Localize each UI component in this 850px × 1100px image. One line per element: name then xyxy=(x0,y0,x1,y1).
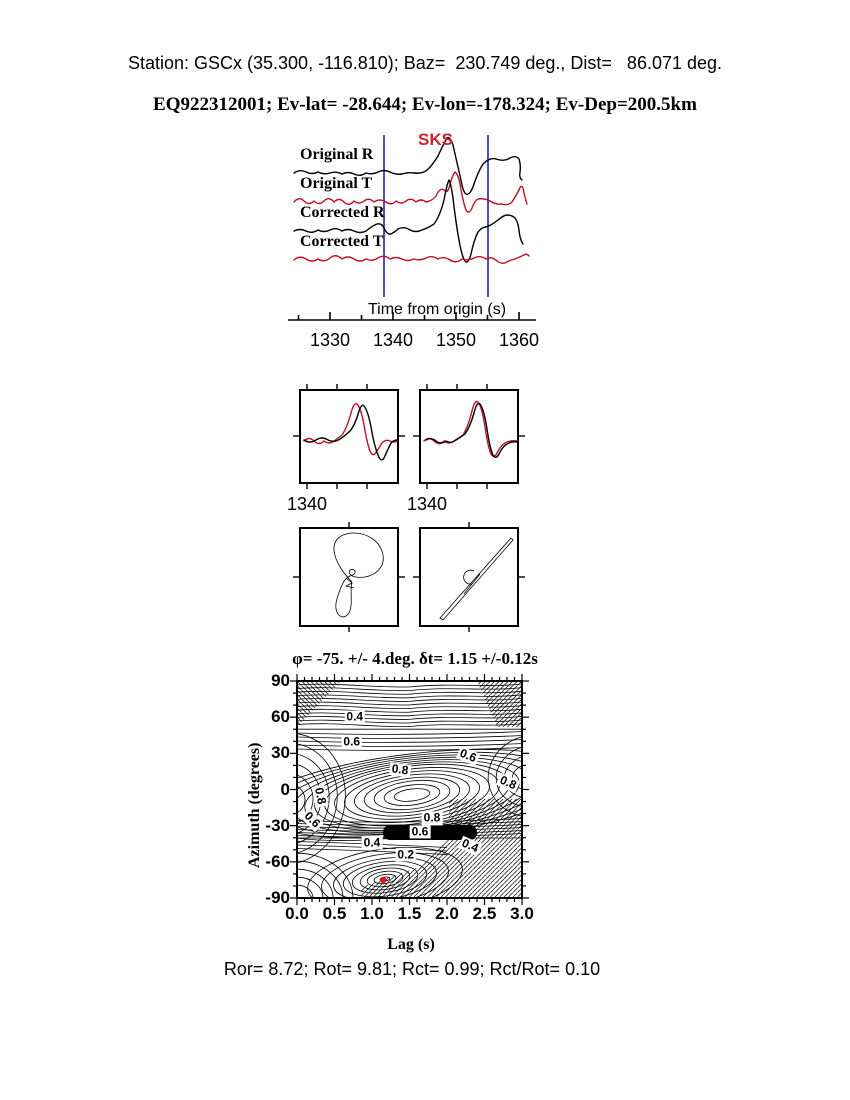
contour-level-label: 0.2 xyxy=(397,847,415,861)
lag-tick-label: 1.0 xyxy=(360,904,384,923)
contour-level-label: 0.4 xyxy=(460,835,481,856)
corrected-T-label: Corrected T xyxy=(300,233,384,250)
contour-level-label: 0.4 xyxy=(363,834,381,849)
zoom-left-fast-trace xyxy=(304,404,397,455)
lag-tick-label: 2.5 xyxy=(472,904,497,923)
lag-tick-label: 2.0 xyxy=(435,904,459,923)
azimuth-tick-label: 0 xyxy=(280,779,290,799)
zoom-panel-tick-label: 1340 xyxy=(406,494,448,514)
time-axis-label: Time from origin (s) xyxy=(367,301,507,318)
lag-tick-label: 3.0 xyxy=(510,904,534,923)
time-tick-label: 1360 xyxy=(498,330,540,350)
event-title: EQ922312001; Ev-lat= -28.644; Ev-lon=-178.324; Ev-Dep=200.5km xyxy=(153,94,697,115)
contour-level-label: 0.6 xyxy=(343,734,361,749)
contour-level-label: 0.8 xyxy=(389,762,411,778)
azimuth-tick-label: -90 xyxy=(265,888,290,907)
stats-line: Ror= 8.72; Rot= 9.81; Rct= 0.99; Rct/Rot= 0.10 xyxy=(223,959,601,979)
pm-elliptical-motion xyxy=(334,533,383,617)
contour-title: φ= -75. +/- 4.deg. δt= 1.15 +/-0.12s xyxy=(292,649,538,668)
pm-linear-motion xyxy=(440,538,513,620)
contour-ylabel: Azimuth (degrees) xyxy=(246,742,263,868)
corrected-T-trace xyxy=(294,254,529,263)
contour-level-label: 0.6 xyxy=(457,745,479,765)
time-tick-label: 1330 xyxy=(309,330,351,350)
station-title: Station: GSCx (35.300, -116.810); Baz= 230.749 deg., Dist= 86.071 deg. xyxy=(127,53,723,73)
contour-level-label: 0.8 xyxy=(312,785,330,806)
sks-phase-label: SKS xyxy=(418,130,453,149)
time-tick-label: 1350 xyxy=(435,330,477,350)
lag-tick-label: 1.5 xyxy=(397,904,422,923)
original-T-label: Original T xyxy=(300,175,373,192)
lag-tick-label: 0.0 xyxy=(285,904,309,923)
pm-ticks xyxy=(293,522,525,632)
zoom-panel-right-frame xyxy=(420,390,518,483)
corrected-R-label: Corrected R xyxy=(300,204,385,221)
original-R-label: Original R xyxy=(300,146,374,163)
contour-level-label: 0.8 xyxy=(497,773,519,793)
zoom-panel-tick-label: 1340 xyxy=(286,494,328,514)
contour-level-label: 0.6 xyxy=(411,824,429,839)
contour-hatch-topright xyxy=(477,681,522,727)
pm-left-frame xyxy=(300,528,398,626)
azimuth-tick-label: -60 xyxy=(265,851,290,871)
best-fit-dot xyxy=(380,877,386,883)
azimuth-tick-label: -30 xyxy=(265,815,290,835)
pm-right-frame xyxy=(420,528,518,626)
azimuth-tick-label: 60 xyxy=(271,707,290,727)
zoom-panel-left-frame xyxy=(300,390,398,483)
zoom-panel-ticks xyxy=(293,384,525,489)
contour-level-label: 0.8 xyxy=(423,810,441,825)
contour-level-label: 0.4 xyxy=(346,709,364,724)
particle-motion-panels xyxy=(280,522,542,634)
contour-level-label: 0.6 xyxy=(301,808,324,831)
time-tick-label: 1340 xyxy=(372,330,414,350)
azimuth-tick-label: 90 xyxy=(271,671,290,690)
contour-xlabel: Lag (s) xyxy=(387,936,435,953)
azimuth-tick-label: 30 xyxy=(271,743,290,763)
lag-tick-label: 0.5 xyxy=(322,904,347,923)
